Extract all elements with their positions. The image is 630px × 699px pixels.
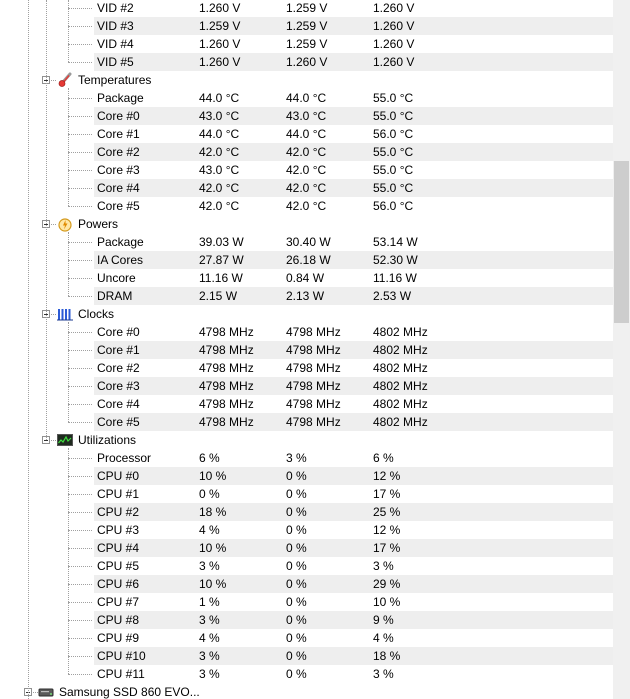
sensor-min: 0 % — [286, 523, 307, 537]
sensor-row[interactable] — [0, 557, 613, 575]
clock-bars-icon — [57, 306, 73, 322]
sensor-max: 2.53 W — [373, 289, 412, 303]
sensor-max: 6 % — [373, 451, 394, 465]
sensor-value: 6 % — [199, 451, 220, 465]
sensor-max: 17 % — [373, 541, 401, 555]
sensor-row[interactable] — [0, 341, 613, 359]
sensor-row[interactable] — [0, 323, 613, 341]
sensor-max: 55.0 °C — [373, 163, 414, 177]
sensor-min: 42.0 °C — [286, 181, 327, 195]
sensor-name: Uncore — [97, 271, 136, 285]
tree-vertical-line — [68, 88, 69, 206]
sensor-min: 4798 MHz — [286, 325, 341, 339]
sensor-min: 1.259 V — [286, 1, 328, 15]
sensor-name: CPU #11 — [97, 667, 145, 681]
sensor-name: Core #0 — [97, 325, 140, 339]
tree-branch-line — [68, 278, 92, 279]
sensor-value: 10 % — [199, 469, 227, 483]
sensor-name: Core #1 — [97, 127, 140, 141]
tree-branch-line — [51, 440, 56, 441]
tree-branch-line — [68, 458, 92, 459]
sensor-max: 55.0 °C — [373, 181, 414, 195]
sensor-max: 55.0 °C — [373, 109, 414, 123]
sensor-row[interactable] — [0, 125, 613, 143]
sensor-name: VID #5 — [97, 55, 134, 69]
sensor-max: 29 % — [373, 577, 401, 591]
tree-branch-line — [68, 8, 92, 9]
tree-vertical-line — [68, 448, 69, 674]
tree-branch-line — [68, 548, 92, 549]
sensor-row[interactable] — [0, 107, 613, 125]
sensor-min: 42.0 °C — [286, 145, 327, 159]
thermometer-icon — [57, 72, 73, 88]
tree-branch-line — [68, 26, 92, 27]
sensor-row[interactable] — [0, 197, 613, 215]
sensor-max: 11.16 W — [373, 271, 417, 285]
group-row-utilizations[interactable] — [0, 431, 613, 449]
sensor-min: 0.84 W — [286, 271, 325, 285]
sensor-name: Core #4 — [97, 181, 140, 195]
drive-icon — [38, 684, 54, 699]
tree-branch-line — [68, 422, 92, 423]
tree-branch-line — [68, 386, 92, 387]
sensor-value: 3 % — [199, 559, 220, 573]
sensor-row[interactable] — [0, 53, 613, 71]
sensor-row[interactable] — [0, 629, 613, 647]
sensor-value: 4 % — [199, 631, 220, 645]
tree-branch-line — [68, 368, 92, 369]
tree-branch-line — [68, 494, 92, 495]
sensor-name: Core #4 — [97, 397, 140, 411]
tree-branch-line — [51, 314, 56, 315]
sensor-name: Core #3 — [97, 163, 140, 177]
sensor-row[interactable] — [0, 449, 613, 467]
sensor-min: 42.0 °C — [286, 163, 327, 177]
sensor-name: IA Cores — [97, 253, 144, 267]
tree-branch-line — [68, 404, 92, 405]
sensor-row[interactable] — [0, 179, 613, 197]
sensor-name: Core #5 — [97, 199, 140, 213]
sensor-max: 4 % — [373, 631, 394, 645]
sensor-min: 0 % — [286, 541, 307, 555]
sensor-max: 4802 MHz — [373, 361, 428, 375]
sensor-max: 1.260 V — [373, 37, 415, 51]
sensor-max: 56.0 °C — [373, 199, 414, 213]
device-row[interactable] — [0, 683, 613, 699]
sensor-name: CPU #10 — [97, 649, 146, 663]
sensor-name: CPU #0 — [97, 469, 140, 483]
sensor-value: 3 % — [199, 613, 220, 627]
sensor-max: 4802 MHz — [373, 397, 428, 411]
tree-vertical-line — [28, 0, 29, 699]
sensor-row[interactable] — [0, 233, 613, 251]
utilization-graph-icon — [57, 432, 73, 448]
sensor-value: 4 % — [199, 523, 220, 537]
tree-branch-line — [68, 44, 92, 45]
sensor-min: 0 % — [286, 631, 307, 645]
sensor-value: 43.0 °C — [199, 163, 240, 177]
sensor-name: Core #5 — [97, 415, 140, 429]
sensor-value: 4798 MHz — [199, 343, 254, 357]
tree-branch-line — [68, 242, 92, 243]
sensor-row[interactable] — [0, 161, 613, 179]
scrollbar-thumb[interactable] — [614, 161, 629, 323]
sensor-value: 10 % — [199, 577, 227, 591]
sensor-max: 18 % — [373, 649, 401, 663]
tree-branch-line — [68, 332, 92, 333]
sensor-min: 4798 MHz — [286, 361, 341, 375]
sensor-min: 4798 MHz — [286, 343, 341, 357]
sensor-value: 4798 MHz — [199, 379, 254, 393]
sensor-max: 17 % — [373, 487, 401, 501]
sensor-value: 11.16 W — [199, 271, 243, 285]
tree-vertical-line — [68, 232, 69, 296]
tree-branch-line — [51, 224, 56, 225]
sensor-max: 55.0 °C — [373, 145, 414, 159]
sensor-min: 0 % — [286, 505, 307, 519]
sensor-min: 44.0 °C — [286, 91, 327, 105]
sensor-value: 39.03 W — [199, 235, 244, 249]
sensor-value: 2.15 W — [199, 289, 238, 303]
sensor-min: 0 % — [286, 649, 307, 663]
sensor-min: 0 % — [286, 487, 307, 501]
tree-branch-line — [68, 62, 92, 63]
sensor-name: Package — [97, 235, 144, 249]
group-label: Temperatures — [78, 73, 152, 87]
sensor-row[interactable] — [0, 575, 613, 593]
sensor-max: 25 % — [373, 505, 401, 519]
sensor-value: 42.0 °C — [199, 199, 240, 213]
sensor-name: Core #2 — [97, 145, 140, 159]
sensor-value: 1.260 V — [199, 1, 241, 15]
tree-branch-line — [68, 170, 92, 171]
tree-branch-line — [68, 512, 92, 513]
sensor-max: 52.30 W — [373, 253, 418, 267]
sensor-value: 42.0 °C — [199, 145, 240, 159]
sensor-row[interactable] — [0, 251, 613, 269]
sensor-max: 4802 MHz — [373, 379, 428, 393]
sensor-name: CPU #1 — [97, 487, 140, 501]
sensor-name: Core #2 — [97, 361, 140, 375]
tree-branch-line — [68, 206, 92, 207]
sensor-name: CPU #8 — [97, 613, 140, 627]
sensor-min: 4798 MHz — [286, 397, 341, 411]
sensor-value: 42.0 °C — [199, 181, 240, 195]
group-row-temperatures[interactable] — [0, 71, 613, 89]
sensor-max: 56.0 °C — [373, 127, 414, 141]
sensor-value: 1.259 V — [199, 19, 241, 33]
sensor-row[interactable] — [0, 611, 613, 629]
tree-branch-line — [68, 116, 92, 117]
sensor-row[interactable] — [0, 0, 613, 17]
sensor-row[interactable] — [0, 287, 613, 305]
sensor-min: 26.18 W — [286, 253, 331, 267]
sensor-min: 30.40 W — [286, 235, 331, 249]
sensor-row[interactable] — [0, 17, 613, 35]
sensor-row[interactable] — [0, 665, 613, 683]
tree-branch-line — [68, 602, 92, 603]
sensor-max: 1.260 V — [373, 55, 415, 69]
sensor-value: 3 % — [199, 667, 220, 681]
sensor-name: CPU #6 — [97, 577, 140, 591]
tree-branch-line — [68, 566, 92, 567]
group-label: Clocks — [78, 307, 115, 321]
sensor-max: 4802 MHz — [373, 415, 428, 429]
power-icon — [57, 216, 73, 232]
sensor-value: 4798 MHz — [199, 397, 254, 411]
group-row-powers[interactable] — [0, 215, 613, 233]
tree-branch-line — [68, 620, 92, 621]
sensor-min: 1.260 V — [286, 55, 328, 69]
sensor-min: 1.259 V — [286, 37, 328, 51]
sensor-row[interactable] — [0, 593, 613, 611]
sensor-min: 42.0 °C — [286, 199, 327, 213]
tree-vertical-line — [68, 0, 69, 62]
sensor-value: 4798 MHz — [199, 325, 254, 339]
tree-branch-line — [68, 260, 92, 261]
tree-branch-line — [68, 638, 92, 639]
sensor-max: 3 % — [373, 559, 394, 573]
vertical-scrollbar[interactable] — [613, 0, 630, 699]
sensor-name: VID #3 — [97, 19, 134, 33]
sensor-max: 9 % — [373, 613, 394, 627]
sensor-name: Core #3 — [97, 379, 140, 393]
tree-branch-line — [68, 296, 92, 297]
sensor-row[interactable] — [0, 395, 613, 413]
tree-branch-line — [68, 98, 92, 99]
tree-branch-line — [68, 656, 92, 657]
sensor-row[interactable] — [0, 503, 613, 521]
sensor-min: 0 % — [286, 469, 307, 483]
sensor-row[interactable] — [0, 269, 613, 287]
sensor-max: 12 % — [373, 469, 401, 483]
tree-vertical-line — [46, 0, 47, 440]
sensor-min: 0 % — [286, 595, 307, 609]
sensor-max: 55.0 °C — [373, 91, 414, 105]
sensor-name: CPU #5 — [97, 559, 140, 573]
tree-branch-line — [68, 152, 92, 153]
sensor-min: 4798 MHz — [286, 415, 341, 429]
sensor-min: 43.0 °C — [286, 109, 327, 123]
sensor-value: 44.0 °C — [199, 127, 240, 141]
sensor-row[interactable] — [0, 89, 613, 107]
sensor-name: CPU #9 — [97, 631, 140, 645]
group-label: Utilizations — [78, 433, 137, 447]
sensor-name: VID #2 — [97, 1, 134, 15]
sensor-row[interactable] — [0, 467, 613, 485]
sensor-value: 3 % — [199, 649, 220, 663]
group-label: Powers — [78, 217, 119, 231]
sensor-max: 4802 MHz — [373, 325, 428, 339]
sensor-max: 3 % — [373, 667, 394, 681]
sensor-name: VID #4 — [97, 37, 134, 51]
tree-branch-line — [68, 530, 92, 531]
sensor-name: CPU #2 — [97, 505, 140, 519]
sensor-name: Package — [97, 91, 144, 105]
tree-branch-line — [68, 134, 92, 135]
sensor-min: 0 % — [286, 559, 307, 573]
sensor-name: CPU #7 — [97, 595, 140, 609]
sensor-value: 10 % — [199, 541, 227, 555]
sensor-max: 10 % — [373, 595, 401, 609]
sensor-min: 2.13 W — [286, 289, 325, 303]
sensor-value: 44.0 °C — [199, 91, 240, 105]
group-label: Samsung SSD 860 EVO... — [59, 685, 200, 699]
sensor-max: 4802 MHz — [373, 343, 428, 357]
sensor-value: 1.260 V — [199, 55, 241, 69]
sensor-max: 53.14 W — [373, 235, 418, 249]
sensor-row[interactable] — [0, 377, 613, 395]
sensor-max: 1.260 V — [373, 1, 415, 15]
sensor-row[interactable] — [0, 521, 613, 539]
sensor-value: 27.87 W — [199, 253, 244, 267]
tree-branch-line — [68, 674, 92, 675]
sensor-min: 4798 MHz — [286, 379, 341, 393]
sensor-name: DRAM — [97, 289, 133, 303]
sensor-row[interactable] — [0, 485, 613, 503]
sensor-min: 44.0 °C — [286, 127, 327, 141]
tree-branch-line — [51, 80, 56, 81]
sensor-row[interactable] — [0, 35, 613, 53]
sensor-row[interactable] — [0, 359, 613, 377]
sensor-min: 0 % — [286, 577, 307, 591]
sensor-value: 1.260 V — [199, 37, 241, 51]
sensor-name: Core #1 — [97, 343, 140, 357]
sensor-name: CPU #3 — [97, 523, 140, 537]
sensor-row[interactable] — [0, 143, 613, 161]
sensor-row[interactable] — [0, 647, 613, 665]
sensor-value: 0 % — [199, 487, 220, 501]
sensor-value: 4798 MHz — [199, 415, 254, 429]
tree-branch-line — [68, 350, 92, 351]
tree-branch-line — [68, 188, 92, 189]
sensor-name: Core #0 — [97, 109, 140, 123]
sensor-name: Processor — [97, 451, 152, 465]
sensor-min: 0 % — [286, 613, 307, 627]
sensor-value: 4798 MHz — [199, 361, 254, 375]
tree-branch-line — [68, 584, 92, 585]
sensor-max: 1.260 V — [373, 19, 415, 33]
sensor-value: 18 % — [199, 505, 227, 519]
sensor-name: CPU #4 — [97, 541, 140, 555]
sensor-min: 1.259 V — [286, 19, 328, 33]
sensor-value: 1 % — [199, 595, 220, 609]
sensor-value: 43.0 °C — [199, 109, 240, 123]
sensor-max: 12 % — [373, 523, 401, 537]
group-row-clocks[interactable] — [0, 305, 613, 323]
sensor-row[interactable] — [0, 413, 613, 431]
sensor-row[interactable] — [0, 539, 613, 557]
tree-branch-line — [68, 476, 92, 477]
tree-vertical-line — [68, 322, 69, 422]
sensor-min: 0 % — [286, 667, 307, 681]
sensor-min: 3 % — [286, 451, 307, 465]
